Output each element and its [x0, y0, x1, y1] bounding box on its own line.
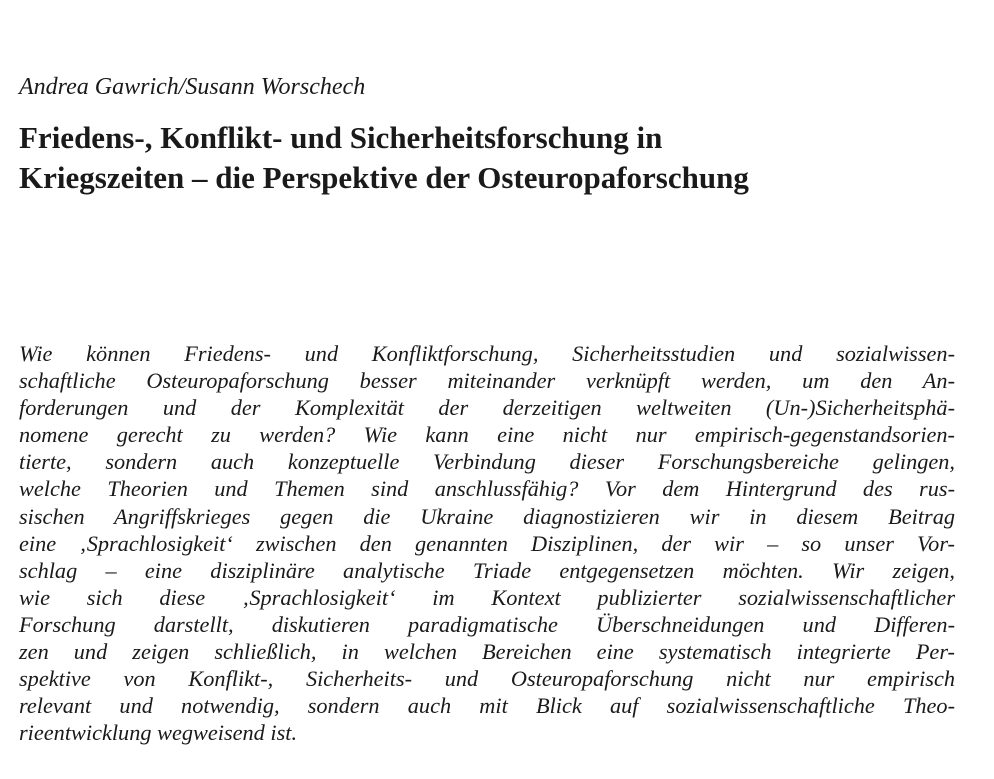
- abstract-line: schaftliche Osteuropaforschung besser miteinander verknüpft werden, um den An-: [19, 368, 955, 394]
- abstract-line: relevant und notwendig, sondern auch mit Blick auf sozialwissenschaftliche Theo-: [19, 693, 955, 719]
- abstract-line: wie sich diese ‚Sprachlosigkeit‘ im Kontext publizierter sozialwissenschaftlicher: [19, 584, 955, 610]
- abstract-line: forderungen und der Komplexität der derzeitigen weltweiten (Un-)Sicherheitsphä-: [19, 395, 955, 421]
- article-title: [19, 118, 979, 198]
- abstract-line: spektive von Konflikt-, Sicherheits- und Osteuropaforschung nicht nur empirisch: [19, 666, 955, 692]
- abstract-line: Wie können Friedens- und Konfliktforschung, Sicherheitsstudien und sozialwissen-: [19, 341, 955, 366]
- abstract-line: tierte, sondern auch konzeptuelle Verbindung dieser Forschungsbereiche gelingen,: [19, 449, 955, 475]
- title-line: Friedens-, Konflikt- und Sicherheitsforschung in: [19, 120, 663, 155]
- abstract-line: eine ‚Sprachlosigkeit‘ zwischen den genannten Disziplinen, der wir – so unser Vor-: [19, 530, 955, 556]
- article-authors: Andrea Gawrich/Susann Worschech: [19, 74, 366, 100]
- abstract-line: nomene gerecht zu werden? Wie kann eine nicht nur empirisch-gegenstandsorien-: [19, 422, 955, 448]
- title-line: Kriegszeiten – die Perspektive der Osteuropaforschung: [19, 160, 749, 195]
- abstract-line: Forschung darstellt, diskutieren paradigmatische Überschneidungen und Differen-: [19, 611, 955, 637]
- abstract-line: schlag – eine disziplinäre analytische Triade entgegensetzen möchten. Wir zeigen,: [19, 557, 955, 583]
- article-abstract: [19, 340, 955, 746]
- abstract-line: welche Theorien und Themen sind anschlussfähig? Vor dem Hintergrund des rus-: [19, 476, 955, 502]
- abstract-line: zen und zeigen schließlich, in welchen Bereichen eine systematisch integrierte Per-: [19, 639, 955, 665]
- abstract-line: rieentwicklung wegweisend ist.: [19, 720, 298, 746]
- abstract-line: sischen Angriffskrieges gegen die Ukraine diagnostizieren wir in diesem Beitrag: [19, 503, 955, 529]
